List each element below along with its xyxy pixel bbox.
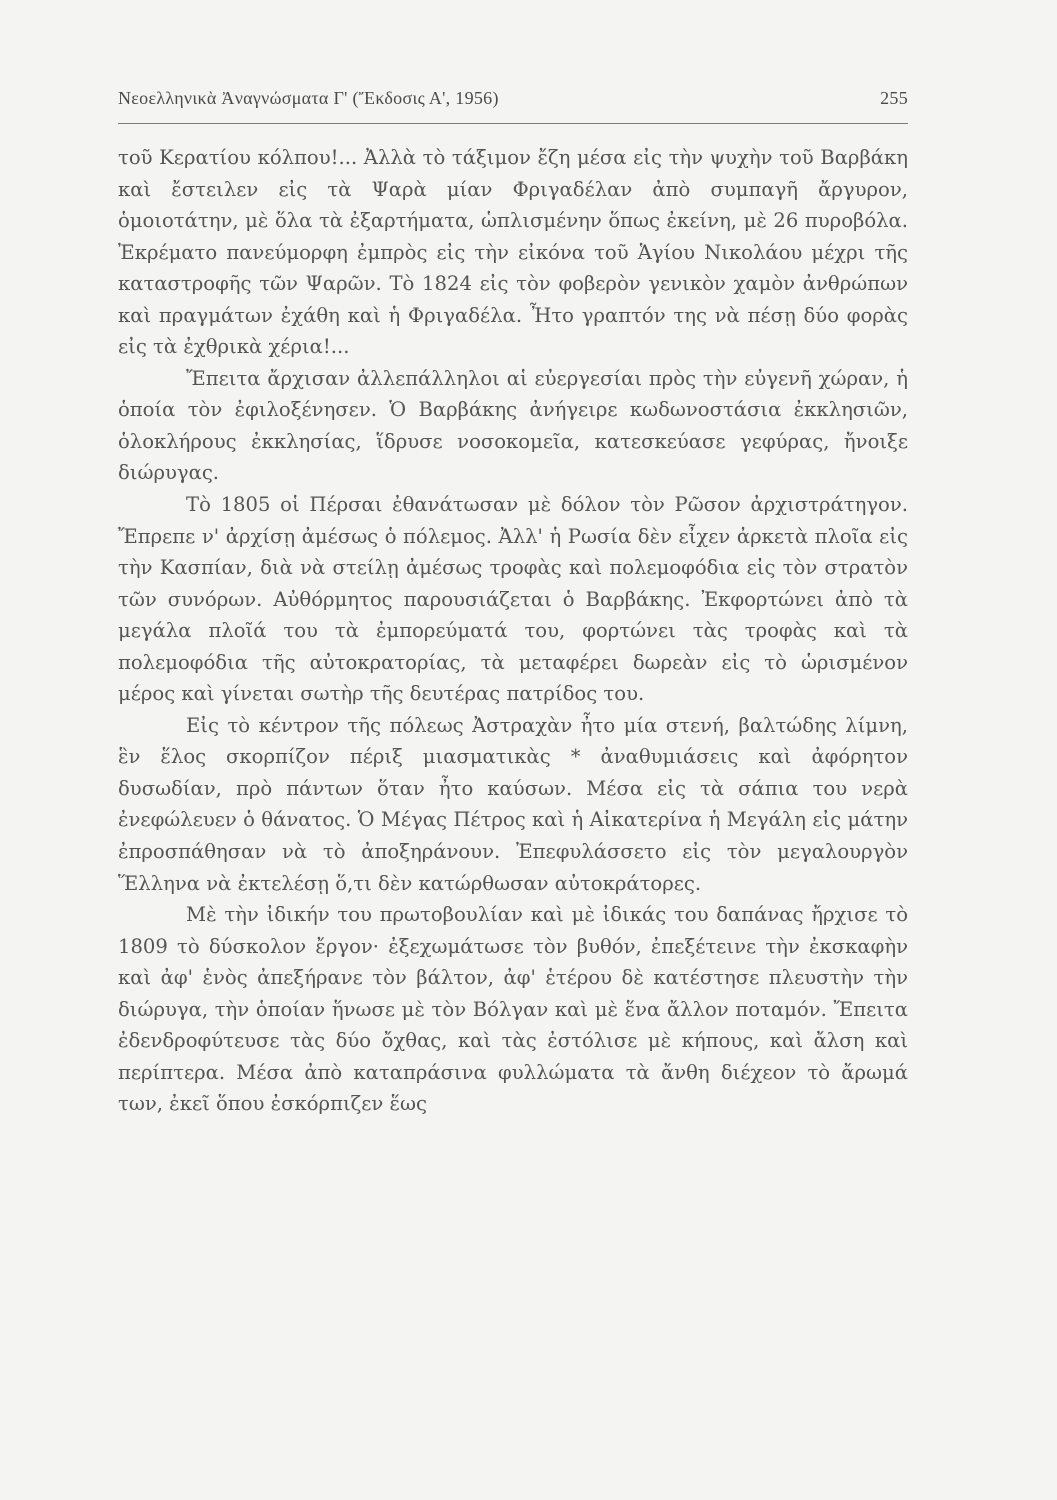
paragraph-5: Μὲ τὴν ἰδικήν του πρωτοβουλίαν καὶ μὲ ἰδικάς του δαπάνας ἤρχισε τὸ 1809 τὸ δύσκολον ἔργον· ἐξεχωμάτωσε τὸν βυθόν, ἐπεξέτεινε τὴν ἐκσκαφὴν καὶ ἀφ' ἑνὸς ἀπεξήρανε τὸν βάλτον, ἀφ' ἑτέρου δὲ κατέστησε πλευστὴν τὴν διώρυγα, τὴν ὁποίαν ἥνωσε μὲ τὸν Βόλγαν καὶ μὲ ἕνα ἄλλον ποταμόν. Ἔπειτα ἐδενδροφύτευσε τὰς δύο ὄχθας, καὶ τὰς ἐστόλισε μὲ κήπους, καὶ ἄλση καὶ περίπτερα. Μέσα ἀπὸ καταπράσινα φυλλώματα τὰ ἄνθη διέχεον τὸ ἄρωμά των, ἐκεῖ ὅπου ἐσκόρπιζεν ἕως (118, 903, 908, 1116)
paragraph-4: Εἰς τὸ κέντρον τῆς πόλεως Ἀστραχὰν ἦτο μία στενή, βαλτώδης λίμνη, ἓν ἕλος σκορπίζον πέριξ μιασματικὰς * ἀναθυμιάσεις καὶ ἀφόρητον δυσωδίαν, πρὸ πάντων ὅταν ἦτο καύσων. Μέσα εἰς τὰ σάπια του νερὰ ἐνεφώλευεν ὁ θάνατος. Ὁ Μέγας Πέτρος καὶ ἡ Αἰκατερίνα ἡ Μεγάλη εἰς μάτην ἐπροσπάθησαν νὰ τὸ ἀποξηράνουν. Ἐπεφυλάσσετο εἰς τὸν μεγαλουργὸν Ἕλληνα νὰ ἐκτελέσῃ ὅ,τι δὲν κατώρθωσαν αὐτοκράτορες. (118, 713, 908, 895)
paragraph-3: Τὸ 1805 οἱ Πέρσαι ἐθανάτωσαν μὲ δόλον τὸν Ρῶσον ἀρχιστράτηγον. Ἔπρεπε ν' ἀρχίσῃ ἀμέσως ὁ πόλεμος. Ἀλλ' ἡ Ρωσία δὲν εἶχεν ἀρκετὰ πλοῖα εἰς τὴν Κασπίαν, διὰ νὰ στείλῃ ἀμέσως τροφὰς καὶ πολεμοφόδια εἰς τὸν στρατὸν τῶν συνόρων. Αὐθόρμητος παρουσιάζεται ὁ Βαρβάκης. Ἐκφορτώνει ἀπὸ τὰ μεγάλα πλοῖά του τὰ ἐμπορεύματά του, φορτώνει τὰς τροφὰς καὶ τὰ πολεμοφόδια τῆς αὐτοκρατορίας, τὰ μεταφέρει δωρεὰν εἰς τὸ ὡρισμένον μέρος καὶ γίνεται σωτὴρ τῆς δευτέρας πατρίδος του. (118, 493, 908, 706)
page-number: 255 (880, 88, 908, 108)
paragraph-2: Ἔπειτα ἄρχισαν ἀλλεπάλληλοι αἱ εὐεργεσίαι πρὸς τὴν εὐγενῆ χώραν, ἡ ὁποία τὸν ἐφιλοξένησεν. Ὁ Βαρβάκης ἀνήγειρε κωδωνοστάσια ἐκκλησιῶν, ὁλοκλήρους ἐκκλησίας, ἵδρυσε νοσοκομεῖα, κατεσκεύασε γεφύρας, ἤνοιξε διώρυγας. (118, 366, 908, 485)
running-title: Νεοελληνικὰ Ἀναγνώσματα Γ' (Ἔκδοσις Α', 1956) (118, 88, 499, 108)
header-rule (118, 123, 908, 124)
running-head (118, 88, 908, 118)
body-text (118, 142, 908, 1120)
paragraph-1: τοῦ Κερατίου κόλπου!... Ἀλλὰ τὸ τάξιμον ἔζη μέσα εἰς τὴν ψυχὴν τοῦ Βαρβάκη καὶ ἔστειλεν εἰς τὰ Ψαρὰ μίαν Φριγαδέλαν ἀπὸ συμπαγῆ ἄργυρον, ὁμοιοτάτην, μὲ ὅλα τὰ ἐξαρτήματα, ὡπλισμένην ὅπως ἐκείνη, μὲ 26 πυροβόλα. Ἐκρέματο πανεύμορφη ἐμπρὸς εἰς τὴν εἰκόνα τοῦ Ἁγίου Νικολάου μέχρι τῆς καταστροφῆς τῶν Ψαρῶν. Τὸ 1824 εἰς τὸν φοβερὸν γενικὸν χαμὸν ἀνθρώπων καὶ πραγμάτων ἐχάθη καὶ ἡ Φριγαδέλα. Ἦτο γραπτόν της νὰ πέσῃ δύο φορὰς εἰς τὰ ἐχθρικὰ χέρια!... (118, 146, 908, 359)
